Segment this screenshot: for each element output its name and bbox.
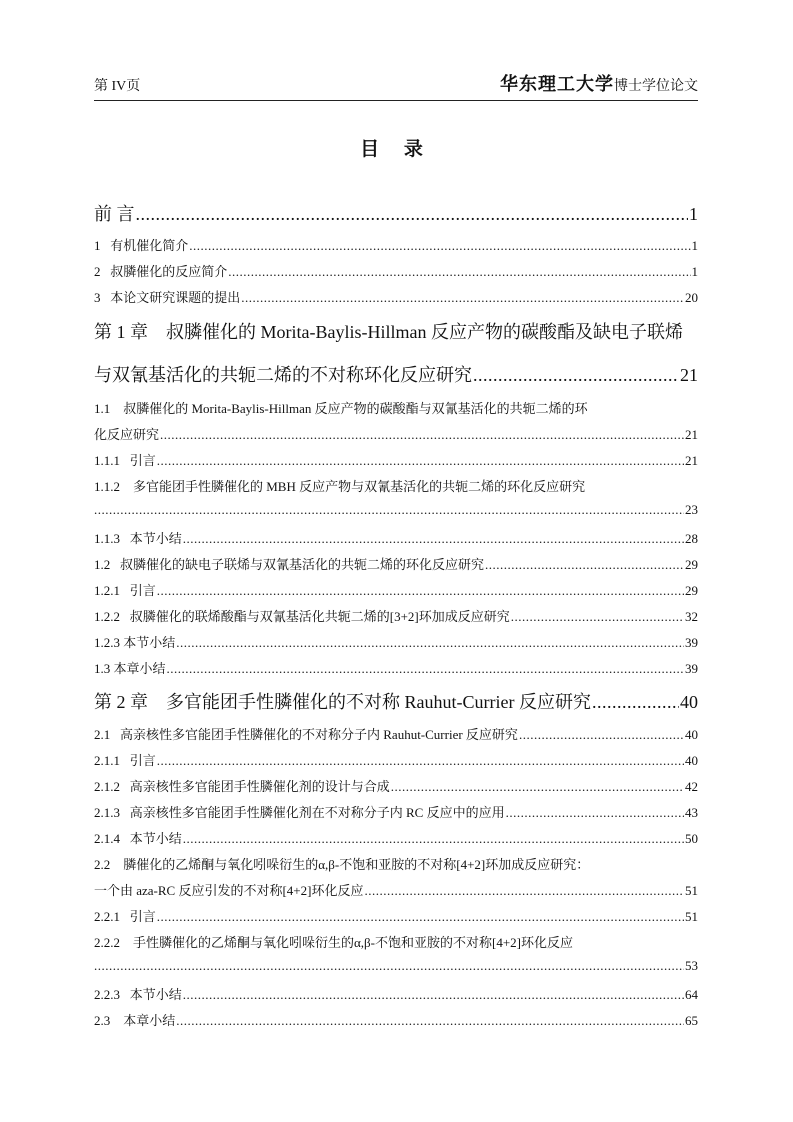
thesis-type: 博士学位论文 — [614, 79, 698, 94]
toc-entry-number: 1.2.1 — [94, 583, 120, 598]
toc-entry-number: 1.1.1 — [94, 453, 120, 468]
leader-dots — [473, 365, 679, 386]
leader-dots — [94, 958, 684, 974]
page-header — [94, 74, 698, 101]
leader-dots — [506, 805, 684, 821]
toc-entry-page: 65 — [685, 1013, 698, 1028]
leader-dots — [160, 427, 684, 443]
toc-entry-s2-1[interactable] — [94, 724, 698, 743]
toc-entry-s2-1-3[interactable] — [94, 802, 698, 821]
toc-entry-label: 化反应研究 — [94, 427, 160, 442]
toc-entry-page: 21 — [680, 365, 698, 385]
toc-entry-text: 引言 — [129, 583, 156, 598]
university-name: 华东理工大学 — [500, 74, 614, 94]
leader-dots — [183, 987, 684, 1003]
toc-entry-label — [94, 606, 510, 625]
toc-entry-label — [94, 1010, 175, 1029]
toc-entry-page: 21 — [685, 427, 698, 442]
leader-dots — [176, 1013, 684, 1029]
toc-entry-s2-1-1[interactable] — [94, 750, 698, 769]
toc-title: 目 录 — [360, 139, 433, 160]
toc-entry-number: 2.3 — [94, 1013, 111, 1028]
toc-entry-page: 32 — [685, 609, 698, 624]
toc-entry-number: 1 — [94, 238, 101, 253]
toc-entry-page: 50 — [685, 831, 698, 846]
toc-entry-label — [94, 828, 182, 847]
toc-entry-page: 1 — [689, 204, 698, 224]
toc-entry-label: 一个由 aza-RC 反应引发的不对称[4+2]环化反应 — [94, 883, 364, 898]
toc-entry-text: 叔膦催化的反应简介 — [110, 264, 228, 279]
leader-dots — [511, 609, 684, 625]
leader-dots — [157, 909, 684, 925]
leader-dots — [176, 635, 684, 651]
toc-entry-label — [94, 750, 156, 769]
toc-entry-number: 2.1.1 — [94, 753, 120, 768]
toc-entry-page: 51 — [685, 883, 698, 898]
toc-entry-pre3[interactable] — [94, 287, 698, 306]
toc-entry-s1-2-3[interactable] — [94, 632, 698, 651]
toc-entry-page: 20 — [685, 290, 698, 305]
toc-entry-label — [94, 632, 175, 651]
toc-entry-number: 2 — [94, 264, 101, 279]
toc-entry-number: 2.1 — [94, 727, 111, 742]
toc-entry-pre2[interactable] — [94, 261, 698, 280]
toc-entry-label — [94, 802, 505, 821]
toc-entry-text: 高亲核性多官能团手性膦催化剂在不对称分子内 RC 反应中的应用 — [129, 805, 505, 820]
toc-entry-s1-1-2-line1[interactable]: 1.1.2 多官能团手性膦催化的 MBH 反应产物与双氰基活化的共轭二烯的环化反应研究 — [94, 479, 586, 494]
toc-entry-label — [94, 554, 484, 573]
toc-entry-number: 2.1.4 — [94, 831, 120, 846]
toc-entry-text: 高亲核性多官能团手性膦催化的不对称分子内 Rauhut-Currier 反应研究 — [120, 727, 518, 742]
toc-entry-s2-2-2[interactable] — [94, 958, 698, 974]
toc-entry-label — [94, 580, 156, 599]
toc-entry-s1-2-1[interactable] — [94, 580, 698, 599]
toc-entry-s2-2-line1[interactable]: 2.2 膦催化的乙烯酮与氧化吲哚衍生的α,β-不饱和亚胺的不对称[4+2]环加成反应研究： — [94, 857, 590, 872]
toc-entry-s1-1-2[interactable] — [94, 502, 698, 518]
toc-entry-label: 前 言 — [94, 204, 135, 224]
toc-entry-s2-2-2-line1[interactable]: 2.2.2 手性膦催化的乙烯酮与氧化吲哚衍生的α,β-不饱和亚胺的不对称[4+2]环化反应 — [94, 935, 573, 950]
toc-entry-label: 与双氰基活化的共轭二烯的不对称环化反应研究 — [94, 365, 472, 385]
toc-entry-page: 1 — [691, 238, 698, 253]
toc-entry-page: 40 — [685, 727, 698, 742]
toc-entry-label — [94, 776, 390, 795]
toc-entry-number: 2.2.1 — [94, 909, 120, 924]
leader-dots — [241, 290, 684, 306]
toc-entry-text: 本章小结 — [113, 661, 166, 676]
toc-entry-s2-1-2[interactable] — [94, 776, 698, 795]
toc-entry-number: 1.2 — [94, 557, 111, 572]
toc-entry-page: 43 — [685, 805, 698, 820]
toc-entry-page: 51 — [685, 909, 698, 924]
toc-entry-label — [94, 906, 156, 925]
toc-entry-text: 本节小结 — [129, 987, 182, 1002]
leader-dots — [592, 692, 679, 713]
leader-dots — [183, 831, 684, 847]
leader-dots — [519, 727, 684, 743]
toc-entry-page: 21 — [685, 453, 698, 468]
toc-entry-s2-2-3[interactable] — [94, 984, 698, 1003]
toc-entry-text: 高亲核性多官能团手性膦催化剂的设计与合成 — [129, 779, 390, 794]
toc-entry-s1-1[interactable] — [94, 424, 698, 443]
toc-entry-label — [94, 235, 188, 254]
leader-dots — [364, 883, 684, 899]
toc-entry-text: 引言 — [129, 753, 156, 768]
leader-dots — [485, 557, 684, 573]
toc-entry-page: 40 — [685, 753, 698, 768]
toc-entry-ch2[interactable] — [94, 688, 698, 714]
toc-entry-text: 有机催化简介 — [110, 238, 189, 253]
leader-dots — [157, 583, 684, 599]
leader-dots — [391, 779, 684, 795]
toc-entry-page: 42 — [685, 779, 698, 794]
toc-entry-text: 叔膦催化的联烯酸酯与双氰基活化共轭二烯的[3+2]环加成反应研究 — [129, 609, 510, 624]
toc-entry-text: 本章小结 — [123, 1013, 176, 1028]
leader-dots — [136, 204, 689, 225]
toc-entry-text: 本论文研究课题的提出 — [110, 290, 241, 305]
toc-entry-text: 本节小结 — [129, 531, 182, 546]
toc-entry-page: 29 — [685, 583, 698, 598]
leader-dots — [183, 531, 684, 547]
toc-entry-s1-3[interactable] — [94, 658, 698, 677]
toc-entry-s2-3[interactable] — [94, 1010, 698, 1029]
leader-dots — [157, 753, 684, 769]
toc-entry-s1-2[interactable] — [94, 554, 698, 573]
toc-entry-ch1[interactable] — [94, 361, 698, 387]
toc-entry-s2-1-4[interactable] — [94, 828, 698, 847]
leader-dots — [167, 661, 684, 677]
toc-entry-label — [94, 450, 156, 469]
toc-entry-page: 39 — [685, 635, 698, 650]
toc-entry-text: 引言 — [129, 453, 156, 468]
toc-entry-s1-2-2[interactable] — [94, 606, 698, 625]
toc-entry-number: 1.2.3 — [94, 635, 120, 650]
toc-entry-number: 1.1.3 — [94, 531, 120, 546]
toc-entry-page: 64 — [685, 987, 698, 1002]
toc-entry-number: 2.1.2 — [94, 779, 120, 794]
toc-entry-page: 39 — [685, 661, 698, 676]
toc-entry-number: 2.1.3 — [94, 805, 120, 820]
toc-entry-text: 引言 — [129, 909, 156, 924]
toc-entry-page: 23 — [685, 502, 698, 517]
toc-entry-s1-1-1[interactable] — [94, 450, 698, 469]
leader-dots — [94, 502, 684, 518]
leader-dots — [157, 453, 684, 469]
page-number-label: 第 IV页 — [94, 79, 141, 94]
toc-entry-label — [94, 261, 227, 280]
toc-entry-s1-1-line1[interactable]: 1.1 叔膦催化的 Morita-Baylis-Hillman 反应产物的碳酸酯与双氰基活化的共轭二烯的环 — [94, 401, 588, 416]
toc-entry-preface[interactable] — [94, 200, 698, 226]
toc-entry-pre1[interactable] — [94, 235, 698, 254]
toc-entry-page: 29 — [685, 557, 698, 572]
toc-entry-page: 53 — [685, 958, 698, 973]
leader-dots — [228, 264, 690, 280]
header-title — [500, 70, 698, 96]
toc-entry-text: 叔膦催化的缺电子联烯与双氰基活化的共轭二烯的环化反应研究 — [120, 557, 485, 572]
toc-entry-number: 1.3 — [94, 661, 111, 676]
toc-entry-page: 1 — [691, 264, 698, 279]
toc-entry-label — [94, 287, 240, 306]
toc-entry-page: 28 — [685, 531, 698, 546]
leader-dots — [189, 238, 690, 254]
toc-entry-page: 40 — [680, 692, 698, 712]
toc-entry-text: 本节小结 — [129, 831, 182, 846]
toc-entry-label — [94, 658, 166, 677]
toc-entry-number: 1.2.2 — [94, 609, 120, 624]
toc-entry-ch1-line1[interactable]: 第 1 章 叔膦催化的 Morita-Baylis-Hillman 反应产物的碳酸酯及缺电子联烯 — [94, 322, 683, 342]
toc-entry-label — [94, 528, 182, 547]
toc-entry-label — [94, 724, 518, 743]
toc-entry-s1-1-3[interactable] — [94, 528, 698, 547]
toc-entry-label — [94, 984, 182, 1003]
toc-entry-text: 本节小结 — [123, 635, 176, 650]
toc-entry-label: 第 2 章 多官能团手性膦催化的不对称 Rauhut-Currier 反应研究 — [94, 692, 591, 712]
toc-entry-s2-2[interactable] — [94, 880, 698, 899]
toc-entry-number: 3 — [94, 290, 101, 305]
toc-entry-number: 2.2.3 — [94, 987, 120, 1002]
toc-entry-s2-2-1[interactable] — [94, 906, 698, 925]
